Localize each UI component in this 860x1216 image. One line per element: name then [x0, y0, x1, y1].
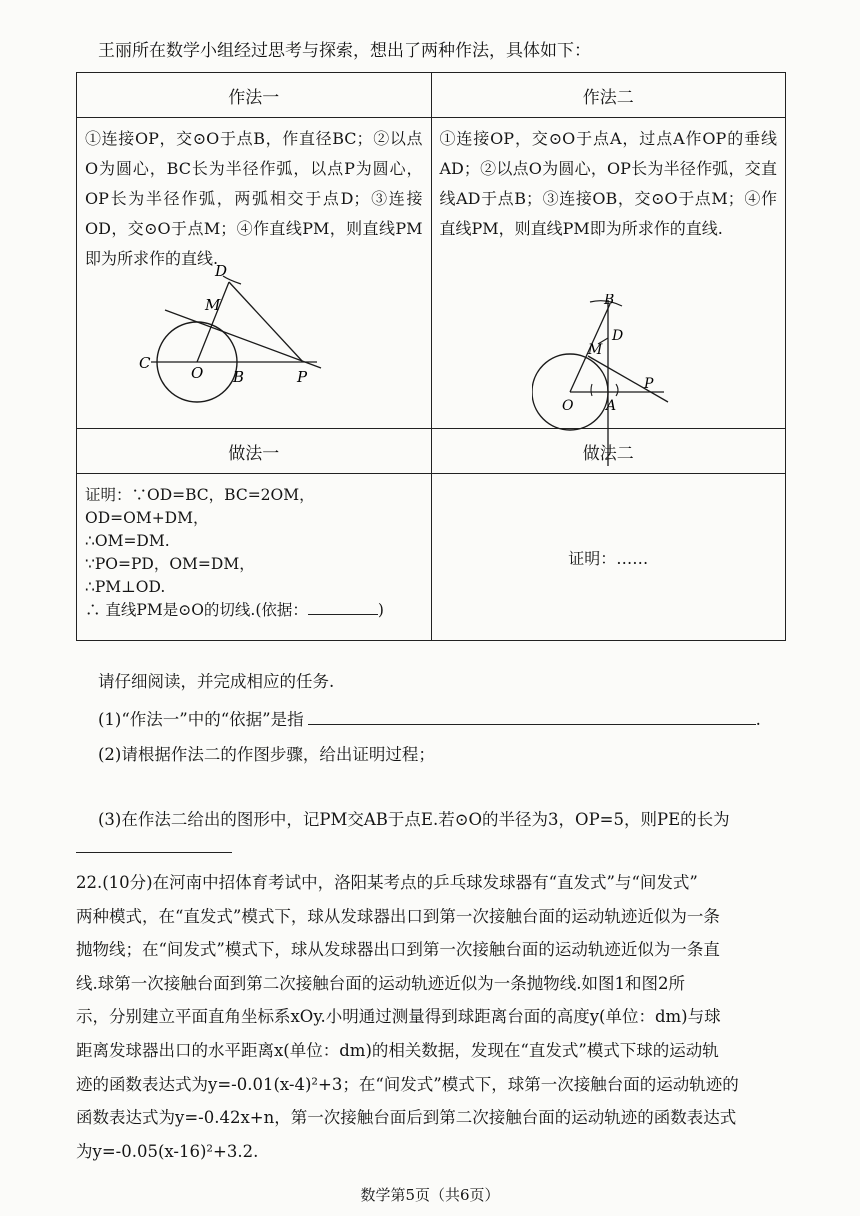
problem-22-line: 抛物线；在“间发式”模式下，球从发球器出口到第一次接触台面的运动轨迹近似为一条直	[76, 940, 720, 960]
problem-22-line: 函数表达式为y=-0.42x+n，第一次接触台面后到第二次接触台面的运动轨迹的函数表达式	[76, 1108, 737, 1128]
proof1-line-1: 证明：∵OD=BC，BC=2OM，	[85, 486, 315, 504]
question-1-period: .	[755, 710, 761, 729]
label-p: P	[643, 376, 653, 392]
header-method2: 作法二	[431, 73, 786, 118]
task-intro: 请仔细阅读，并完成相应的任务.	[98, 672, 335, 691]
header-proof1: 做法一	[77, 429, 432, 474]
proof1-cell	[77, 474, 432, 641]
problem-22	[76, 866, 788, 1168]
problem-22-line: 为y=-0.05(x-16)²+3.2.	[76, 1141, 259, 1161]
header-proof2: 做法二	[431, 429, 786, 474]
angle-mark	[591, 384, 592, 396]
label-p: P	[297, 368, 308, 386]
question-1-answer-line[interactable]	[308, 710, 756, 725]
proof1-line-4: ∵PO=PD，OM=DM，	[85, 555, 255, 573]
label-b: B	[233, 368, 245, 386]
problem-22-line: 距离发球器出口的水平距离x(单位：dm)的相关数据，发现在“直发式”模式下球的运动轨	[76, 1040, 719, 1060]
figure-method1	[137, 258, 387, 408]
problem-22-line: 线.球第一次接触台面到第二次接触台面的运动轨迹近似为一条抛物线.如图1和图2所	[76, 973, 685, 993]
proof1-close-paren: )	[377, 601, 384, 619]
label-m: M	[205, 296, 221, 314]
proof2-cell	[431, 474, 786, 641]
label-d: D	[611, 328, 623, 344]
problem-22-line: 迹的函数表达式为y=-0.01(x-4)²+3；在“间发式”模式下，球第一次接触台面的运动轨迹的	[76, 1074, 739, 1094]
label-o: O	[191, 364, 204, 382]
question-2: (2)请根据作法二的作图步骤，给出证明过程；	[98, 745, 435, 764]
intro-text: 王丽所在数学小组经过思考与探索，想出了两种作法，具体如下：	[98, 41, 591, 61]
question-1	[98, 706, 761, 730]
problem-22-line: 示，分别建立平面直角坐标系xOy.小明通过测量得到球距离台面的高度y(单位：dm)与球	[76, 1007, 721, 1027]
question-3-answer-line[interactable]	[76, 852, 232, 853]
proof1-line-5: ∴PM⊥OD.	[85, 578, 166, 596]
label-o: O	[561, 398, 573, 414]
method1-steps: ①连接OP，交⊙O于点B，作直径BC；②以点O为圆心，BC长为半径作弧，以点P为圆心，OP长为半径作弧，两弧相交于点D；③连接OD，交⊙O于点M；④作直线PM，则直线PM即为所求作的直线.	[85, 129, 423, 268]
page-footer: 数学第5页（共6页）	[360, 1186, 500, 1204]
proof1-line-2: OD=OM+DM，	[85, 509, 209, 527]
angle-mark-2	[616, 384, 618, 396]
label-m: M	[587, 342, 602, 358]
line-pm	[165, 310, 321, 368]
question-1-text: (1)“作法一”中的“依据”是指	[98, 710, 304, 729]
problem-22-line: 22.(10分)在河南中招体育考试中，洛阳某考点的乒乓球发球器有“直发式”与“间发式”	[76, 873, 698, 892]
figure-method2	[532, 294, 712, 474]
construction-table	[76, 72, 786, 641]
label-a: A	[605, 398, 616, 414]
method1-cell	[77, 118, 432, 429]
label-c: C	[139, 354, 151, 372]
proof2-text: 证明：……	[568, 548, 649, 568]
header-method1: 作法一	[77, 73, 432, 118]
question-3: (3)在作法二给出的图形中，记PM交AB于点E.若⊙O的半径为3，OP=5，则PE的长为	[98, 810, 730, 829]
proof1-line-6	[77, 599, 431, 622]
method2-cell	[431, 118, 786, 429]
problem-22-line: 两种模式，在“直发式”模式下，球从发球器出口到第一次接触台面的运动轨迹近似为一条	[76, 906, 720, 926]
label-d: D	[215, 262, 228, 280]
label-b: B	[603, 294, 614, 308]
line-pd	[229, 282, 303, 362]
proof1-line-3: ∴OM=DM.	[85, 532, 170, 550]
proof1-line-6-text: ∴ 直线PM是⊙O的切线.(依据：	[85, 601, 308, 619]
basis-blank[interactable]	[308, 600, 378, 615]
method2-steps: ①连接OP，交⊙O于点A，过点A作OP的垂线AD；②以点O为圆心，OP长为半径作弧，交直线AD于点B；③连接OB，交⊙O于点M；④作直线PM，则直线PM即为所求作的直线.	[439, 129, 777, 238]
line-pm	[588, 356, 668, 402]
